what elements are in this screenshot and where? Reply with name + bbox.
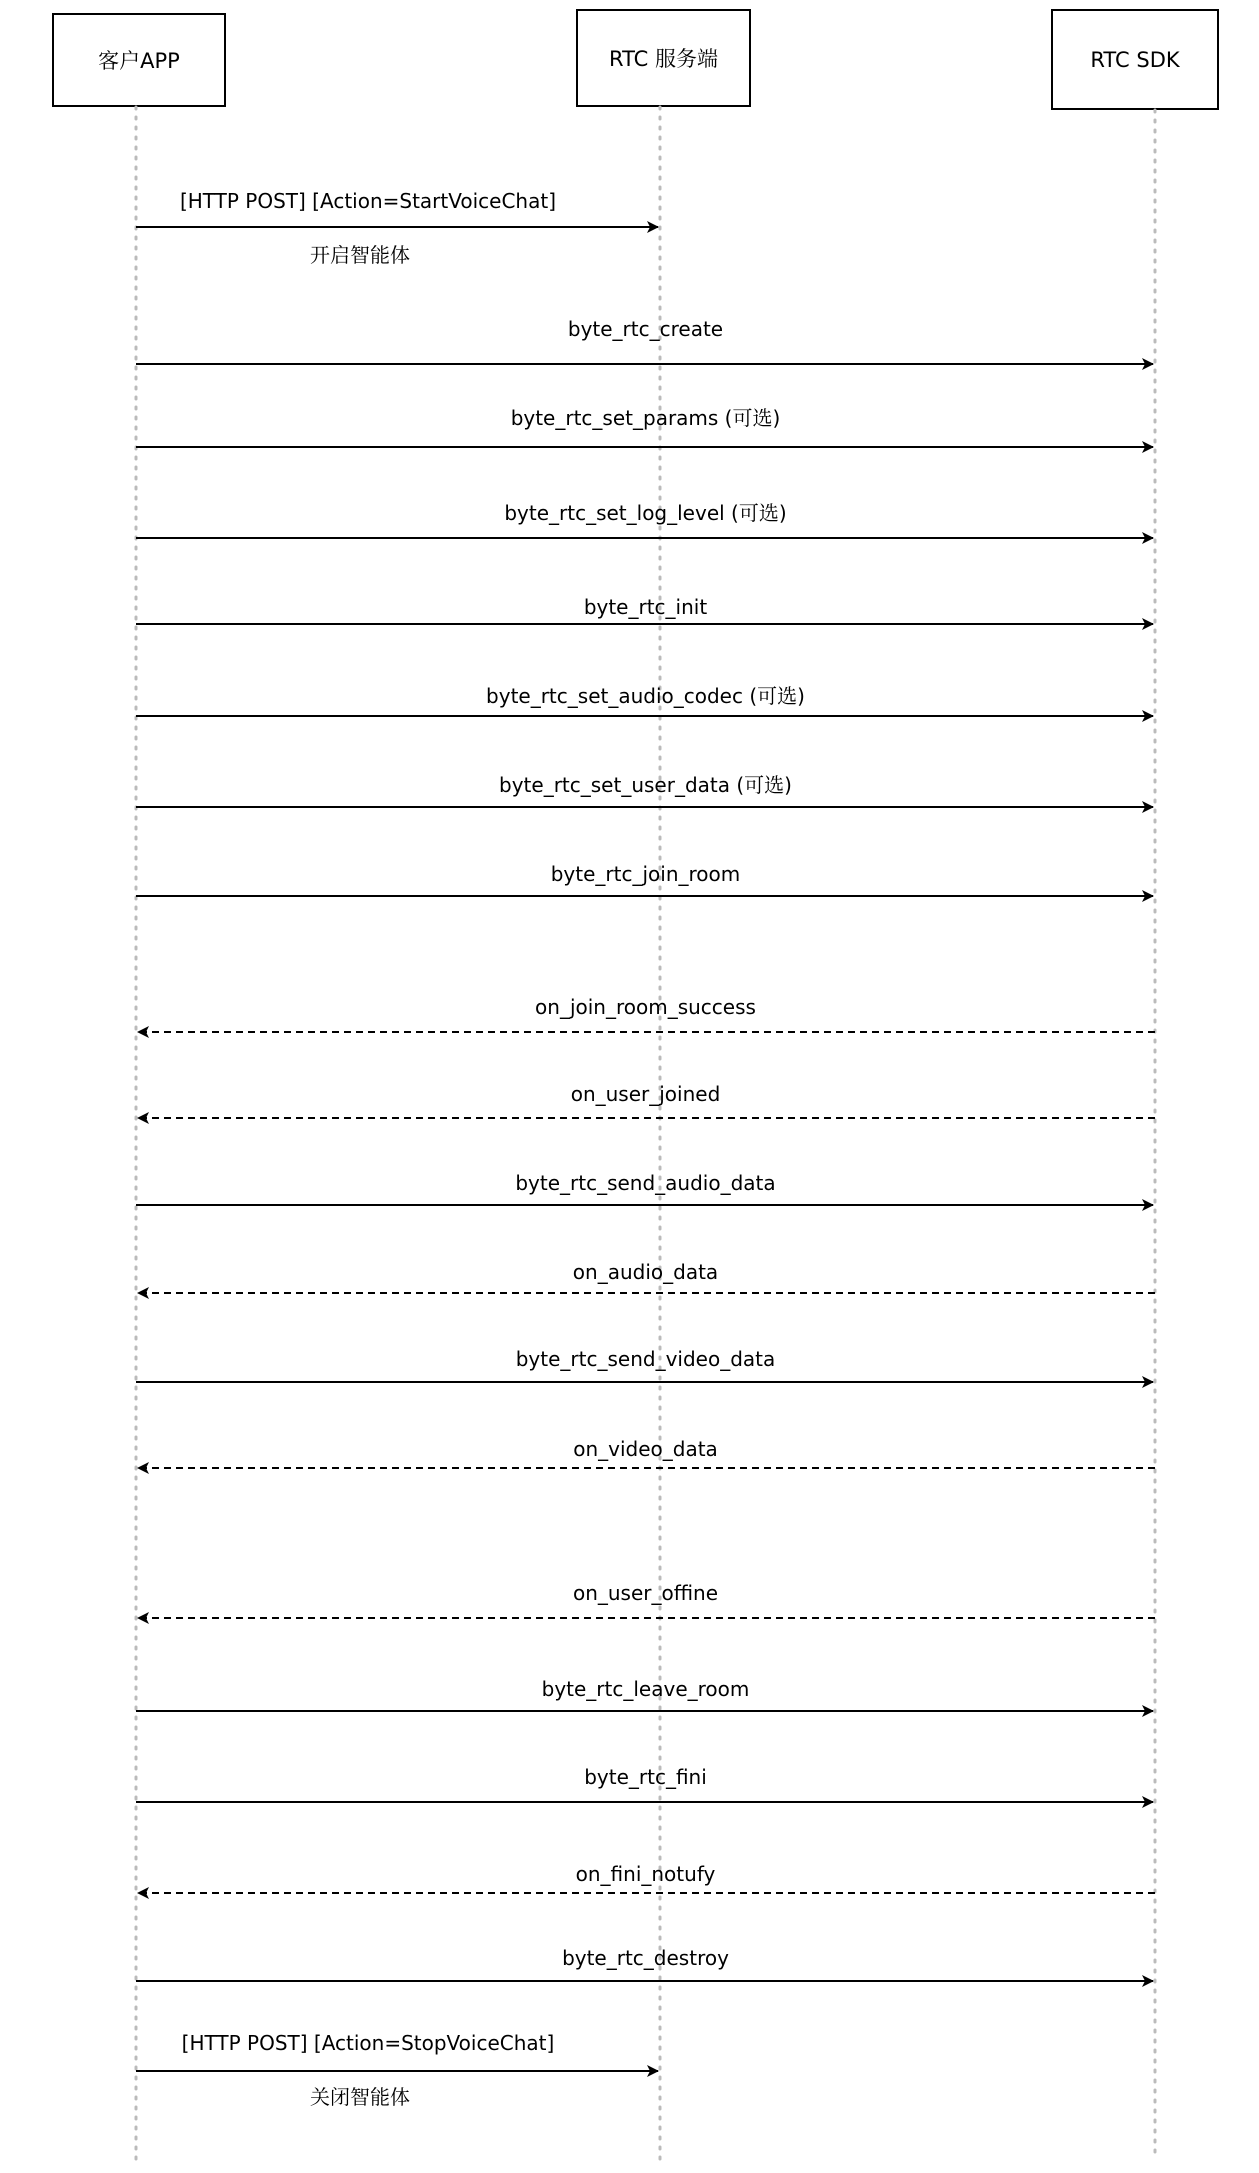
message-label: byte_rtc_create — [567, 317, 724, 341]
message-1 — [136, 317, 1153, 364]
message-label: on_video_data — [573, 1437, 718, 1461]
message-label: byte_rtc_set_user_data (可选) — [499, 773, 792, 797]
message-11 — [138, 1260, 1155, 1293]
participant-label: 客户APP — [98, 49, 180, 73]
message-label: byte_rtc_destroy — [562, 1946, 729, 1970]
message-sublabel: 开启智能体 — [310, 243, 410, 267]
message-label: on_user_offine — [572, 1581, 719, 1605]
message-sublabel: 关闭智能体 — [310, 2085, 410, 2109]
message-label: byte_rtc_set_params (可选) — [510, 406, 781, 430]
message-label: byte_rtc_join_room — [550, 862, 741, 886]
message-6 — [136, 773, 1153, 807]
message-0 — [136, 189, 658, 267]
message-3 — [136, 501, 1153, 538]
message-10 — [136, 1171, 1153, 1205]
message-label: byte_rtc_send_video_data — [515, 1347, 776, 1371]
message-14 — [138, 1581, 1155, 1618]
message-label: byte_rtc_send_audio_data — [515, 1171, 776, 1195]
message-16 — [136, 1765, 1153, 1802]
message-label: on_user_joined — [570, 1082, 721, 1106]
participant-label: RTC 服务端 — [609, 47, 718, 71]
participant-label: RTC SDK — [1090, 47, 1180, 72]
message-label: on_fini_notufy — [575, 1862, 716, 1886]
message-label: byte_rtc_init — [583, 595, 708, 619]
message-7 — [136, 862, 1153, 896]
message-15 — [136, 1677, 1153, 1711]
message-label: byte_rtc_leave_room — [541, 1677, 750, 1701]
message-19 — [136, 2031, 658, 2109]
message-5 — [136, 684, 1153, 716]
message-9 — [138, 1082, 1155, 1118]
message-2 — [136, 406, 1153, 447]
message-17 — [138, 1862, 1155, 1893]
message-label: on_join_room_success — [535, 995, 756, 1019]
message-label: byte_rtc_set_log_level (可选) — [504, 501, 787, 525]
message-18 — [136, 1946, 1153, 1981]
message-label: on_audio_data — [572, 1260, 719, 1284]
message-4 — [136, 595, 1153, 624]
message-label: [HTTP POST] [Action=StopVoiceChat] — [181, 2031, 555, 2055]
message-label: byte_rtc_fini — [584, 1765, 707, 1789]
message-label: byte_rtc_set_audio_codec (可选) — [486, 684, 805, 708]
message-13 — [138, 1437, 1155, 1468]
message-8 — [138, 995, 1155, 1032]
message-12 — [136, 1347, 1153, 1382]
message-label: [HTTP POST] [Action=StartVoiceChat] — [179, 189, 557, 213]
